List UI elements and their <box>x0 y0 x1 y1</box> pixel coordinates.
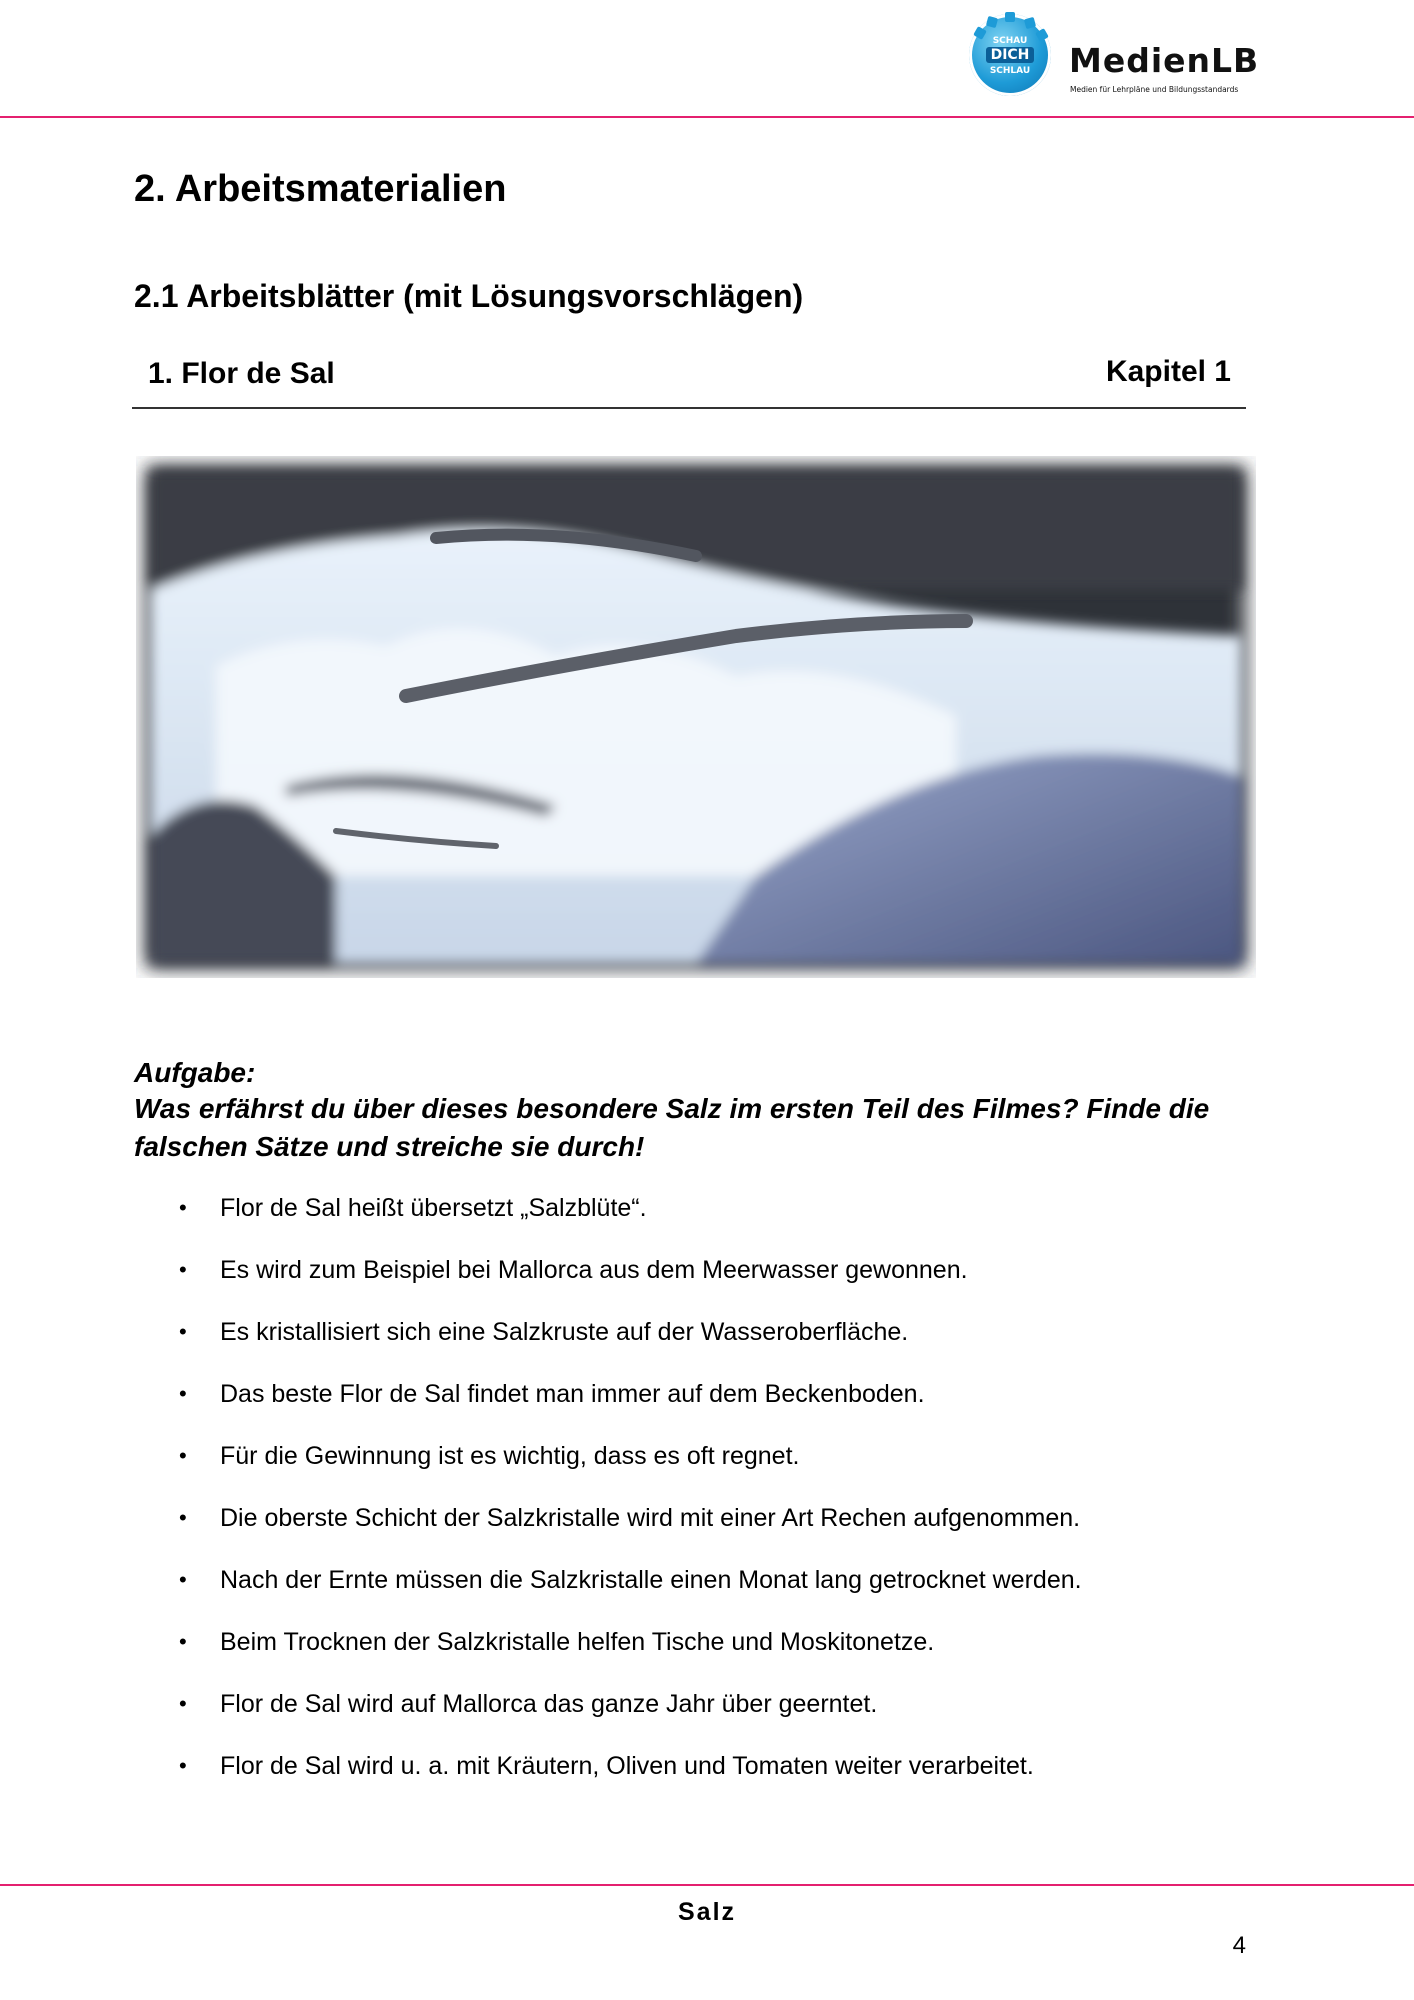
bullet-icon: • <box>179 1753 187 1778</box>
worksheet-chapter: Kapitel 1 <box>1105 355 1231 388</box>
statement-text: Es kristallisiert sich eine Salzkruste auf der Wasseroberfläche. <box>220 1318 909 1346</box>
statement-text: Flor de Sal wird auf Mallorca das ganze Jahr über geerntet. <box>220 1690 878 1718</box>
statement-text: Für die Gewinnung ist es wichtig, dass es oft regnet. <box>220 1442 800 1470</box>
medienlb-logo <box>969 14 1269 104</box>
bullet-icon: • <box>179 1381 187 1406</box>
footer-title: Salz <box>677 1898 737 1926</box>
bullet-icon: • <box>179 1505 187 1530</box>
badge-line-2: DICH <box>986 47 1034 63</box>
statement-text: Beim Trocknen der Salzkristalle helfen Tische und Moskitonetze. <box>220 1628 935 1656</box>
badge-line-3: SCHLAU <box>989 66 1031 76</box>
bullet-icon: • <box>179 1195 187 1220</box>
page-title: 2. Arbeitsmaterialien <box>134 168 507 210</box>
statement-text: Nach der Ernte müssen die Salzkristalle einen Monat lang getrocknet werden. <box>220 1566 1082 1594</box>
bullet-icon: • <box>179 1443 187 1468</box>
list-item <box>134 1560 1082 1622</box>
statement-text: Das beste Flor de Sal findet man immer auf dem Beckenboden. <box>220 1380 925 1408</box>
footer-divider <box>0 1884 1414 1886</box>
section-title: 2.1 Arbeitsblätter (mit Lösungsvorschlägen) <box>134 278 804 314</box>
list-item <box>134 1374 1082 1436</box>
bullet-icon: • <box>179 1567 187 1592</box>
page-number: 4 <box>1232 1932 1246 1959</box>
list-item <box>134 1188 1082 1250</box>
list-item <box>134 1250 1082 1312</box>
bullet-icon: • <box>179 1319 187 1344</box>
list-item <box>134 1312 1082 1374</box>
task-label: Aufgabe: <box>134 1057 256 1088</box>
badge-line-1: SCHAU <box>992 36 1028 46</box>
bullet-icon: • <box>179 1691 187 1716</box>
statement-text: Flor de Sal heißt übersetzt „Salzblüte“. <box>220 1194 647 1222</box>
statement-text: Es wird zum Beispiel bei Mallorca aus dem Meerwasser gewonnen. <box>220 1256 968 1284</box>
task-instructions: Was erfährst du über dieses besondere Salz im ersten Teil des Filmes? Finde die falschen Sätze und streiche sie durch! <box>134 1093 1210 1162</box>
logo-tagline: Medien für Lehrpläne und Bildungsstandards <box>1070 85 1239 94</box>
list-item <box>134 1498 1082 1560</box>
worksheet-divider <box>132 407 1246 409</box>
list-item <box>134 1436 1082 1498</box>
header-divider <box>0 116 1414 118</box>
list-item <box>134 1746 1082 1808</box>
bullet-icon: • <box>179 1629 187 1654</box>
statement-list <box>134 1188 1082 1808</box>
statement-text: Flor de Sal wird u. a. mit Kräutern, Oliven und Tomaten weiter verarbeitet. <box>220 1752 1034 1780</box>
logo-name: MedienLB <box>1069 41 1260 80</box>
schau-dich-schlau-badge-icon <box>969 14 1051 96</box>
salt-crystals-photo <box>136 456 1256 978</box>
worksheet-title: 1. Flor de Sal <box>148 357 335 390</box>
list-item <box>134 1622 1082 1684</box>
statement-text: Die oberste Schicht der Salzkristalle wird mit einer Art Rechen aufgenommen. <box>220 1504 1081 1532</box>
list-item <box>134 1684 1082 1746</box>
bullet-icon: • <box>179 1257 187 1282</box>
